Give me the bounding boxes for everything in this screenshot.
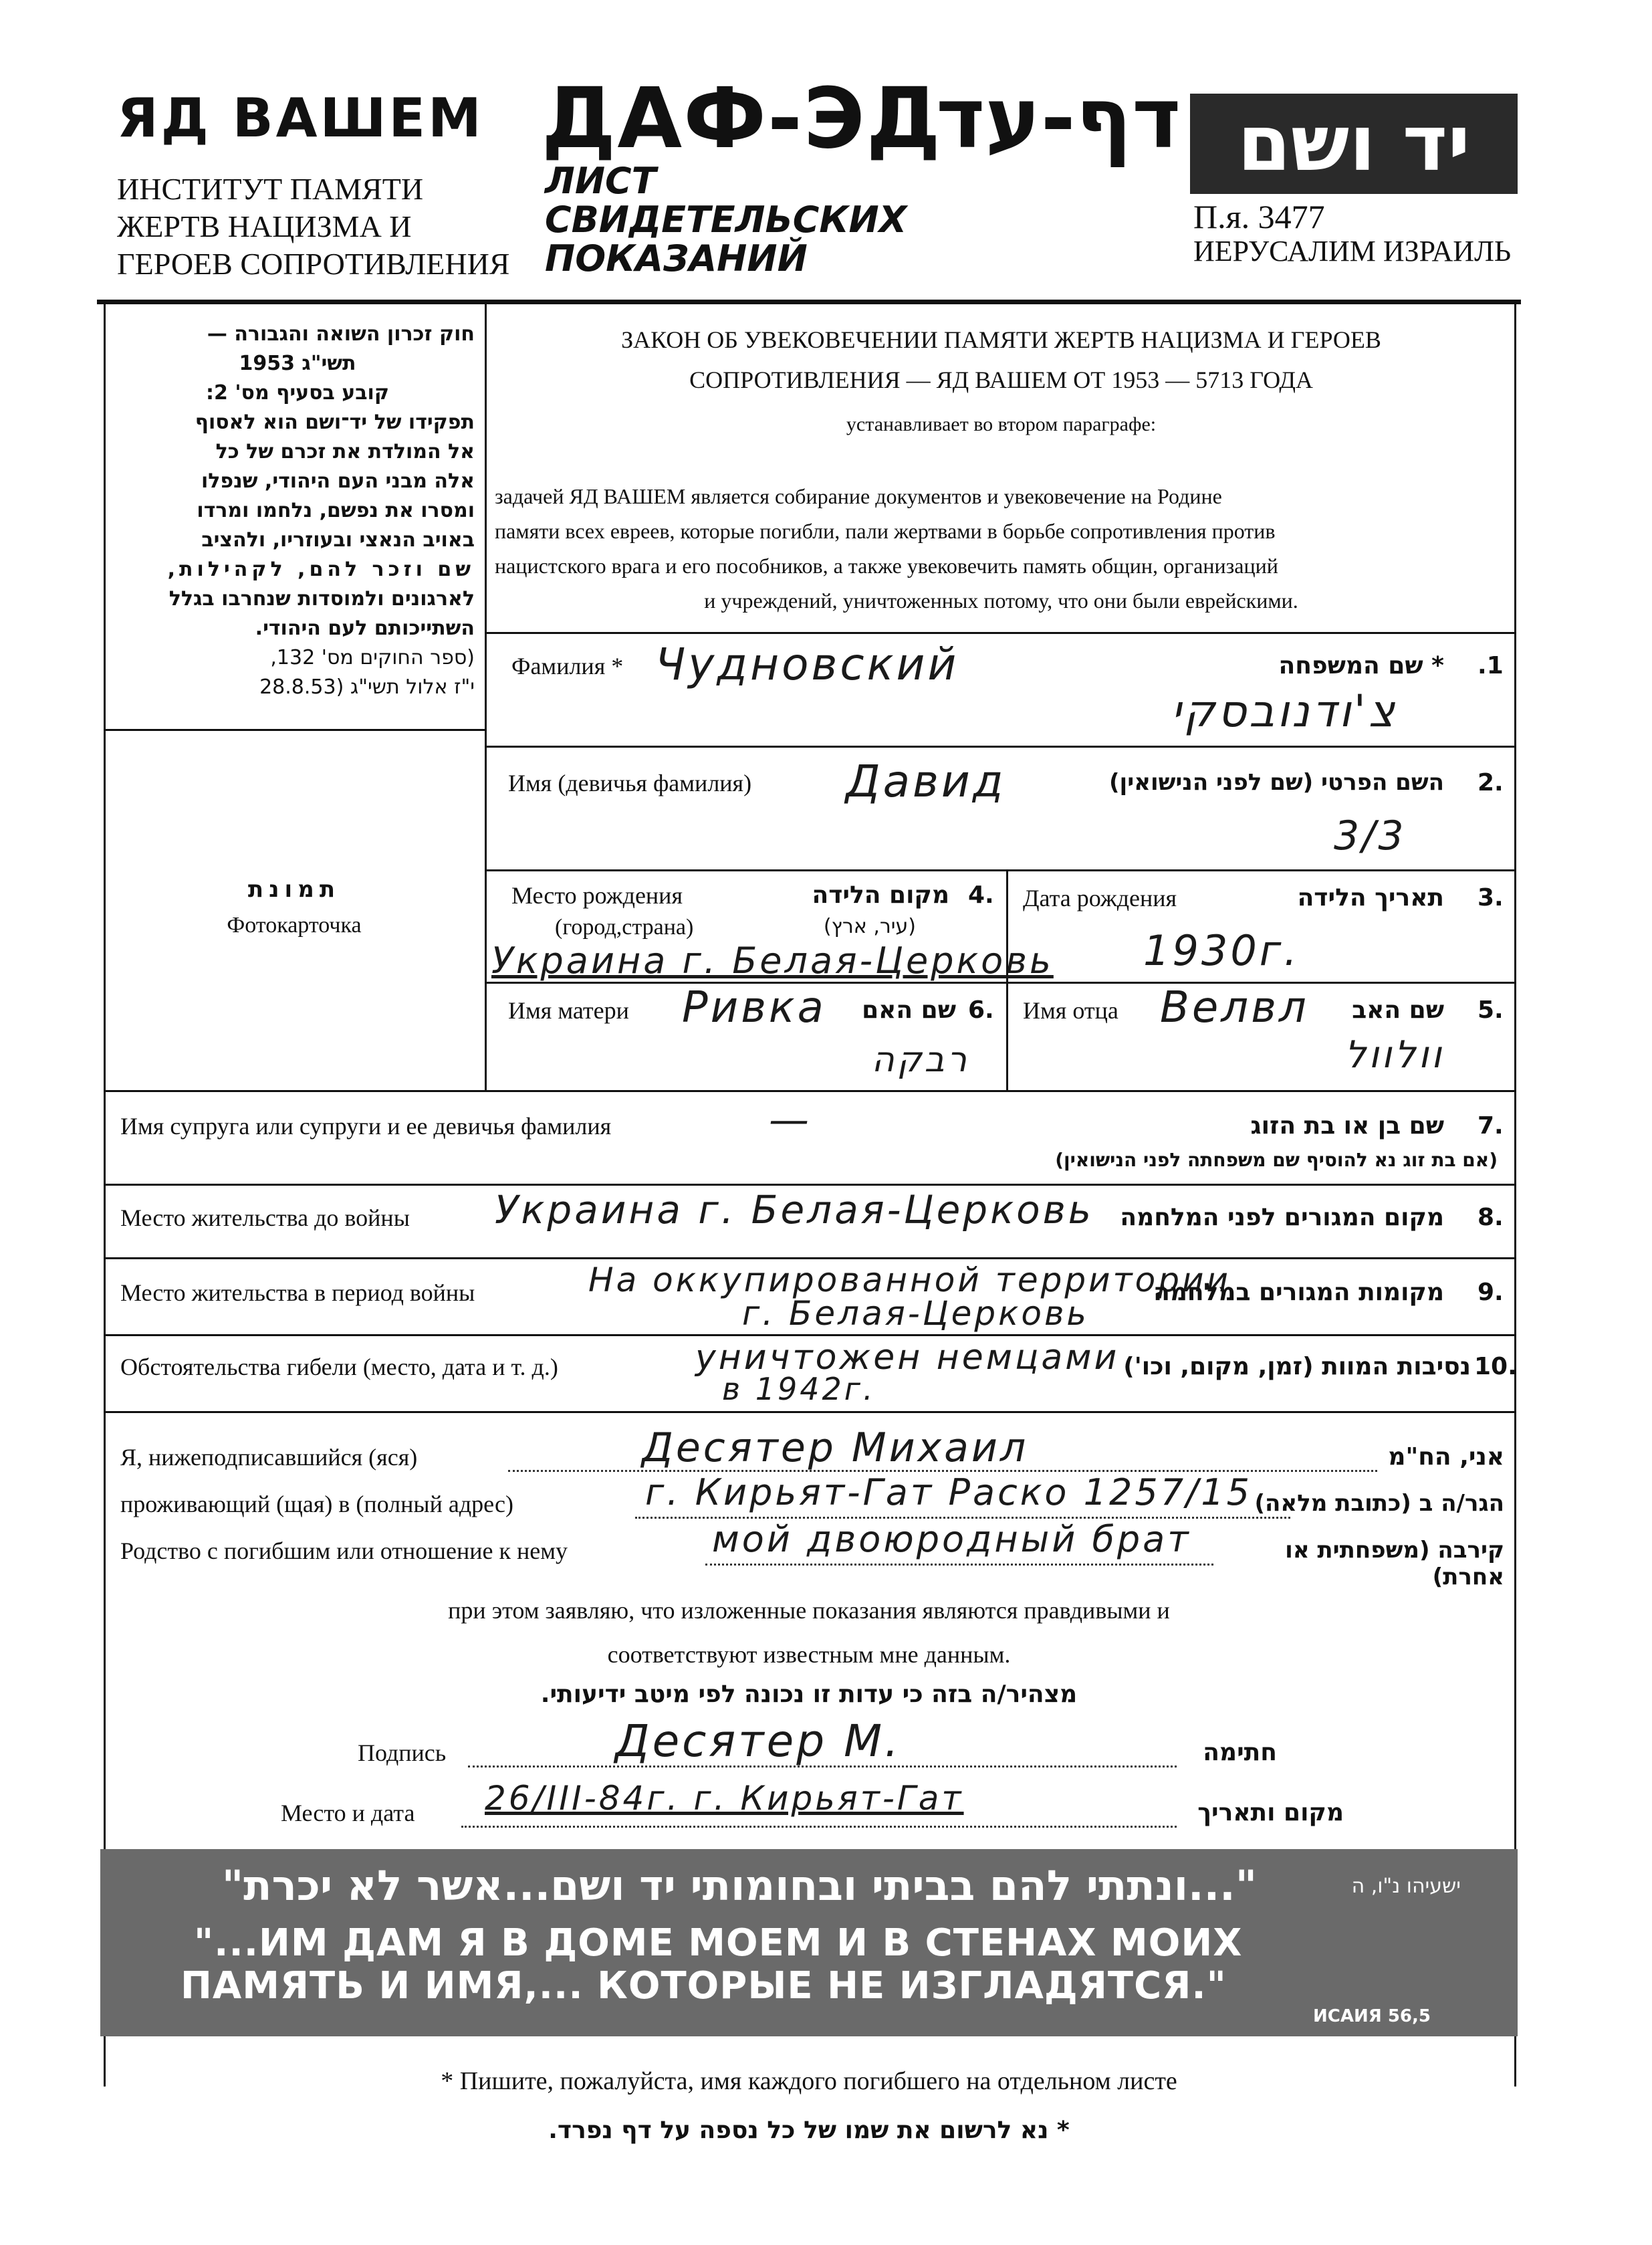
witness-rel-line: [705, 1564, 1213, 1566]
field-4-label-he-2: (עיר, ארץ): [823, 915, 916, 938]
law-ru-body: задачей ЯД ВАШЕМ является собирание документов и увековечение на Родине: [495, 484, 1222, 508]
field-6-value[interactable]: Ривка: [682, 983, 826, 1033]
witness-i-value[interactable]: Десятер Михаил: [642, 1424, 1029, 1471]
quote-banner: [100, 1849, 1518, 2036]
frame-right: [1514, 304, 1516, 2087]
field-8-label-he: מקום המגורים לפני המלחמה: [1120, 1204, 1444, 1231]
law-he-line: חוק זכרון השואה והגבורה —: [207, 322, 475, 346]
field-1-label-he: * שם המשפחה: [1278, 652, 1444, 679]
field-3-num: 3.: [1478, 884, 1504, 912]
field-9-value[interactable]: На оккупированной территории: [588, 1261, 1231, 1299]
field-8-value[interactable]: Украина г. Белая-Церковь: [495, 1187, 1094, 1233]
field-3-value[interactable]: 1930г.: [1143, 926, 1300, 975]
org-line-2: ЖЕРТВ НАЦИЗМА И: [117, 209, 412, 243]
photo-label-ru: Фотокарточка: [227, 913, 362, 938]
banner-quote-ru-2: ПАМЯТЬ И ИМЯ,... КОТОРЫЕ НЕ ИЗГЛАДЯТСЯ.": [181, 1964, 1227, 2008]
row-divider: [485, 632, 1514, 634]
field-2-value-he[interactable]: 3/3: [1334, 813, 1407, 859]
field-6-label-he: שם האם: [862, 996, 956, 1024]
yad-vashem-logo: [1190, 94, 1518, 194]
field-9-label-he: מקומות המגורים במלחמה: [1153, 1279, 1444, 1306]
witness-addr-value[interactable]: г. Кирьят-Гат Раско 1257/15: [645, 1471, 1252, 1513]
col-divider: [485, 304, 487, 1090]
law-ru-body: и учреждений, уничтоженных потому, что они были еврейскими.: [704, 589, 1298, 613]
declaration-ru: [104, 1588, 1514, 1677]
field-1-label-ru: Фамилия *: [511, 653, 624, 679]
law-ru-body: нацистского врага и его пособников, а также увековечить память общин, организаций: [495, 554, 1278, 578]
place-date-value[interactable]: 26/III-84г. г. Кирьят-Гат: [485, 1779, 964, 1818]
law-ru-title-2: СОПРОТИВЛЕНИЯ — ЯД ВАШЕМ ОТ 1953 — 5713 ГОДА: [689, 366, 1313, 393]
field-7-value[interactable]: —: [769, 1097, 849, 1144]
field-2-num: 2.: [1478, 769, 1504, 796]
place-date-label-he: מקום ותאריך: [1197, 1799, 1344, 1826]
footer-note-he: * נא לרשום את שמו של כל נספה על דף נפרד.: [548, 2117, 1070, 2144]
banner-quote-ru-1: "...ИМ ДАМ Я В ДОМЕ МОЕМ И В СТЕНАХ МОИХ: [194, 1921, 1243, 1965]
org-subtitle: [117, 171, 510, 283]
row-divider: [104, 1334, 1514, 1336]
reference-number: П.я. 3477: [1193, 198, 1325, 235]
law-he-line: אלה מבני העם היהודי, שנפלו: [201, 469, 475, 493]
field-9-value-2[interactable]: г. Белая-Церковь: [742, 1294, 1089, 1333]
subtitle-line-2: СВИДЕТЕЛЬСКИХ: [545, 199, 907, 241]
logo-text: יד ושם: [1237, 99, 1471, 189]
field-5-label-he: שם האב: [1352, 996, 1444, 1024]
field-1-value-he[interactable]: צ'ודנובסקי: [1171, 685, 1397, 737]
place-date-label: Место и дата: [281, 1800, 415, 1826]
declaration-ru-line-2: соответствуют известным мне данным.: [607, 1641, 1011, 1668]
law-he-line: קובע בסעיף מס' 2:: [206, 381, 389, 405]
witness-i-label: Я, нижеподписавшийся (яся): [120, 1444, 418, 1471]
law-photo-divider: [104, 729, 485, 731]
banner-quote-he: "...ונתתי להם בביתי ובחומותי יד ושם...אשר לא יכרת": [221, 1861, 1257, 1910]
field-8-num: 8.: [1478, 1204, 1504, 1231]
field-5-label-ru: Имя отца: [1023, 997, 1118, 1024]
field-6-num: 6.: [968, 996, 994, 1024]
subtitle-line-1: ЛИСТ: [545, 160, 657, 202]
law-he-line: תשי"ג 1953: [239, 352, 356, 375]
field-7-label-he: שם בן או בת הזוג: [1250, 1112, 1444, 1140]
law-he-line: שם וזכר להם, לקהילות,: [167, 558, 475, 581]
law-he-line: ומסרו את נפשם, נלחמו ומרדו: [197, 499, 475, 522]
law-ru-title-1: ЗАКОН ОБ УВЕКОВЕЧЕНИИ ПАМЯТИ ЖЕРТВ НАЦИЗМА И ГЕРОЕВ: [621, 326, 1381, 353]
row-divider: [485, 869, 1514, 871]
witness-i-label-he: אני, הח"מ: [1388, 1443, 1504, 1471]
field-10-value[interactable]: уничтожен немцами: [695, 1338, 1120, 1378]
field-6-label-ru: Имя матери: [508, 997, 629, 1024]
field-4-label-ru-2: (город,страна): [555, 915, 694, 940]
law-he-line: לארגונים ולמוסדות שנחרבו בגלל: [168, 587, 475, 611]
form-title-he: דף-עד: [936, 70, 1181, 167]
witness-rel-label-he: קירבה (משפחתית או אחרת): [1285, 1537, 1504, 1590]
row-divider: [104, 1090, 1514, 1092]
row-divider: [104, 1411, 1514, 1413]
banner-ref-he: ישעיהו נ"ו, ה: [1351, 1875, 1461, 1898]
form-title-ru: ДАФ-ЭД: [542, 70, 942, 167]
witness-addr-label-he: הגר/ה ב (כתובת מלאה): [1254, 1490, 1504, 1517]
place-date-line: [461, 1826, 1177, 1828]
field-10-value-2[interactable]: в 1942г.: [722, 1371, 876, 1407]
declaration-he: מצהיר/ה בזה כי עדות זו נכונה לפי מיטב ידיעותי.: [540, 1681, 1078, 1708]
law-he-line: י"ז אלול תשי"ג (28.8.53: [259, 675, 475, 699]
field-2-label-he: השם הפרטי (שם לפני הנישואין): [1108, 769, 1444, 796]
banner-ref-ru: ИСАИЯ 56,5: [1313, 2006, 1431, 2026]
row-divider: [485, 982, 1514, 984]
law-text-he: [120, 320, 475, 702]
field-2-label-ru: Имя (девичья фамилия): [508, 770, 752, 796]
witness-rel-label: Родство с погибшим или отношение к нему: [120, 1537, 568, 1564]
field-10-label-ru: Обстоятельства гибели (место, дата и т. д.): [120, 1354, 558, 1380]
field-4-label-he: מקום הלידה: [812, 881, 949, 909]
field-3-label-ru: Дата рождения: [1023, 885, 1177, 912]
header-rule: [97, 300, 1521, 304]
law-text-ru: [495, 320, 1508, 618]
law-he-line: (ספר החוקים מס' 132,: [270, 646, 475, 669]
field-1-value[interactable]: Чудновский: [655, 639, 959, 690]
field-4-label-ru: Место рождения: [511, 882, 683, 909]
org-name-ru: ЯД ВАШЕМ: [117, 87, 484, 149]
field-2-value[interactable]: Давид: [846, 756, 1006, 807]
field-5-value[interactable]: Велвл: [1160, 983, 1309, 1033]
subtitle-line-3: ПОКАЗАНИЙ: [545, 237, 808, 280]
frame-left: [104, 304, 106, 2087]
field-5-value-he[interactable]: וולוול: [1344, 1033, 1444, 1077]
signature-label-he: חתימה: [1203, 1739, 1277, 1766]
city-country: ИЕРУСАЛИМ ИЗРАИЛЬ: [1193, 235, 1512, 268]
field-7-label-ru: Имя супруга или супруги и ее девичья фамилия: [120, 1113, 612, 1140]
row-divider: [104, 1257, 1514, 1259]
witness-addr-label: проживающий (щая) в (полный адрес): [120, 1491, 513, 1517]
field-6-value-he[interactable]: רבקה: [871, 1040, 969, 1080]
witness-rel-value[interactable]: мой двоюродный брат: [712, 1518, 1191, 1560]
field-7-label-he-2: (אם בת זוג נא להוסיף שם משפחתה לפני הנישואין): [1055, 1149, 1498, 1171]
org-line-3: ГЕРОЕВ СОПРОТИВЛЕНИЯ: [117, 247, 510, 281]
law-ru-body: памяти всех евреев, которые погибли, пали жертвами в борьбе сопротивления против: [495, 519, 1276, 543]
field-7-num: 7.: [1478, 1112, 1504, 1140]
field-9-label-ru: Место жительства в период войны: [120, 1279, 475, 1306]
photo-label-he: תמונת: [247, 876, 341, 903]
field-3-label-he: תאריך הלידה: [1297, 884, 1444, 912]
footer-note-ru: * Пишите, пожалуйста, имя каждого погибшего на отдельном листе: [441, 2067, 1177, 2095]
field-4-num: 4.: [968, 881, 994, 909]
declaration-ru-line-1: при этом заявляю, что изложенные показания являются правдивыми и: [448, 1597, 1170, 1624]
field-4-value[interactable]: Украина г. Белая-Церковь: [491, 940, 1054, 982]
field-8-label-ru: Место жительства до войны: [120, 1204, 410, 1231]
field-1-num: 1.: [1478, 652, 1504, 679]
law-he-line: באויב הנאצי ובעוזריו, ולהציב: [201, 528, 475, 552]
row-divider: [485, 746, 1514, 748]
row-divider: [104, 1184, 1514, 1186]
law-he-line: השתייכותם לעם היהודי.: [255, 617, 475, 640]
field-9-num: 9.: [1478, 1279, 1504, 1306]
law-ru-intro: устанавливает во втором параграфе:: [846, 413, 1157, 435]
form-subtitle: [545, 162, 907, 278]
org-line-1: ИНСТИТУТ ПАМЯТИ: [117, 172, 424, 206]
field-10-label-he: נסיבות המוות (זמן, מקום, וכו'): [1123, 1353, 1471, 1380]
field-10-num: 10.: [1474, 1353, 1517, 1380]
field-5-num: 5.: [1478, 996, 1504, 1024]
signature-label: Подпись: [358, 1739, 447, 1766]
law-he-line: אל המולדת את זכרם של כל: [215, 440, 475, 463]
law-he-line: תפקידו של יד־ושם הוא לאסוף: [195, 411, 475, 434]
signature-value[interactable]: Десятер М.: [615, 1715, 902, 1767]
